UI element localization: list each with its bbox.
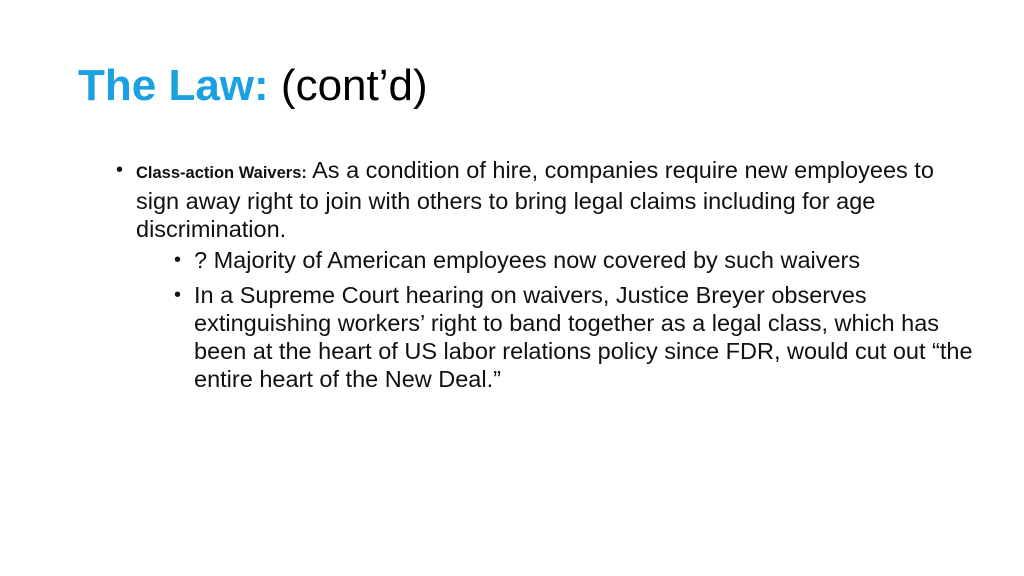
sub-bullet-item-majority (136, 246, 976, 274)
bullet-list (116, 156, 976, 393)
sub-bullet-item-supreme-court (136, 281, 976, 393)
sub-bullet-dot-icon: • (174, 284, 182, 306)
sub-bullet-dot-icon: • (174, 249, 182, 271)
sub-bullet-text: ? Majority of American employees now covered by such waivers (194, 247, 861, 273)
bullet-lead: Class-action Waivers: (136, 164, 307, 182)
bullet-item-class-action-waivers (116, 156, 976, 393)
sub-bullet-list (136, 246, 976, 393)
sub-bullet-text: In a Supreme Court hearing on waivers, Justice Breyer observes extinguishing workers’ right to band together as a legal class, which has been at the heart of US labor relations policy since FDR, would cut out “the entire heart of the New Deal.” (194, 282, 973, 392)
bullet-text: As a condition of hire, companies require new employees to sign away right to join with others to bring legal claims including for age discrimination. (136, 157, 934, 242)
title-accent: The Law: (78, 61, 269, 110)
slide-body (116, 156, 976, 400)
bullet-dot-icon: • (116, 159, 124, 181)
title-rest: (cont’d) (280, 61, 428, 110)
slide-title (78, 54, 428, 118)
